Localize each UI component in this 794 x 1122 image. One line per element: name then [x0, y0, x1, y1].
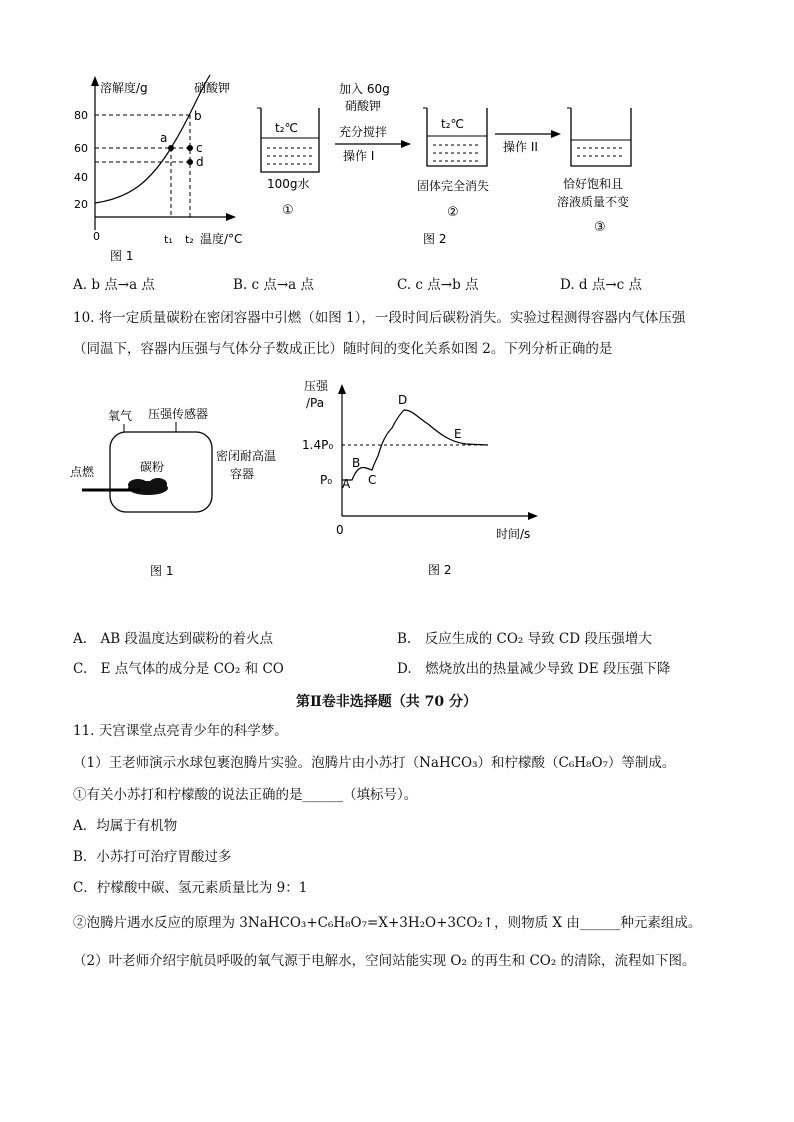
- ignite-label: 点燃: [70, 465, 95, 479]
- point-b-label: b: [194, 109, 202, 123]
- x-axis-arrow: [226, 213, 236, 221]
- beaker-1-label: 100g水: [267, 177, 310, 191]
- section-title: 第Ⅱ卷非选择题（共 70 分）: [296, 694, 478, 710]
- q10-option-a: A. AB 段温度达到碳粉的着火点: [73, 631, 274, 647]
- arrow-2-label: 操作 II: [503, 140, 538, 154]
- beaker-1-number: ①: [282, 203, 294, 218]
- curve-label: 硝酸钾: [194, 81, 231, 95]
- beaker-2-number: ②: [447, 205, 459, 220]
- p-origin: 0: [336, 523, 344, 537]
- q10-stem-line2: （同温下，容器内压强与气体分子数成正比）随时间的变化关系如图 2。下列分析正确的是: [73, 341, 613, 357]
- p-y-label-2: /Pa: [306, 396, 325, 410]
- y-tick-40: 40: [74, 171, 88, 184]
- beaker-process-diagram: [255, 76, 675, 246]
- solubility-chart: [60, 70, 260, 270]
- q11-option-a: A．均属于有机物: [73, 818, 178, 834]
- pressure-chart: [300, 376, 550, 586]
- point-E-label: E: [454, 427, 462, 441]
- point-a: [168, 145, 174, 151]
- sensor-label: 压强传感器: [148, 407, 209, 421]
- q11-line2: （1）王老师演示水球包裹泡腾片实验。泡腾片由小苏打（NaHCO₃）和柠檬酸（C₆H₈O₇）等制成。: [73, 755, 676, 771]
- q11-line1: 11. 天宫课堂点亮青少年的科学梦。: [73, 723, 288, 739]
- point-d-label: d: [196, 155, 204, 169]
- q10-option-d: D. 燃烧放出的热量减少导致 DE 段压强下降: [397, 661, 671, 677]
- y-tick-60: 60: [74, 142, 88, 155]
- q10-stem-line1: 10. 将一定质量碳粉在密闭容器中引燃（如图 1），一段时间后碳粉消失。实验过程测得容器内气体压强: [73, 310, 686, 326]
- q11-line3: ①有关小苏打和柠檬酸的说法正确的是______（填标号）。: [73, 787, 418, 803]
- t1-label: t₁: [164, 233, 173, 246]
- beaker-1-temp: t₂℃: [275, 121, 298, 135]
- beaker-3-line1: 恰好饱和且: [563, 177, 624, 191]
- q11-line7: ②泡腾片遇水反应的原理为 3NaHCO₃+C₆H₈O₇=X+3H₂O+3CO₂↑，则物质 X 由______种元素组成。: [73, 915, 702, 931]
- y-tick-20: 20: [74, 198, 88, 211]
- q10-option-b: B. 反应生成的 CO₂ 导致 CD 段压强增大: [397, 631, 652, 647]
- point-C-label: C: [368, 473, 377, 487]
- container-label-line1: 密闭耐高温: [216, 449, 277, 463]
- q9-option-b: B. c 点→a 点: [233, 277, 315, 293]
- y-tick-80: 80: [74, 109, 88, 122]
- point-A-label: A: [342, 477, 351, 491]
- carbon-label: 碳粉: [140, 460, 165, 474]
- p-y-label-1: 压强: [304, 379, 329, 393]
- p-level-p0: P₀: [320, 473, 333, 487]
- q10-fig2-caption: 图 2: [428, 563, 452, 577]
- y-axis-label: 溶解度/g: [100, 81, 148, 95]
- q10-fig1-caption: 图 1: [150, 564, 174, 578]
- fig2-caption: 图 2: [423, 232, 447, 246]
- container-label-line2: 容器: [230, 467, 255, 481]
- p-level-1-4: 1.4P₀: [302, 438, 334, 452]
- arrow-1-line2: 硝酸钾: [345, 99, 382, 113]
- arrow-1-line4: 操作 I: [343, 149, 375, 163]
- beaker-2-label: 固体完全消失: [417, 179, 490, 193]
- y-axis-arrow: [91, 76, 99, 86]
- x-axis-label: 温度/°C: [200, 232, 243, 246]
- beaker-3-line2: 溶液质量不变: [557, 195, 630, 209]
- point-c: [187, 145, 193, 151]
- oxygen-label: 氧气: [108, 409, 133, 423]
- beaker-1: [257, 108, 319, 172]
- q9-option-d: D. d 点→c 点: [560, 277, 643, 293]
- beaker-2-temp: t₂℃: [441, 117, 464, 131]
- container-diagram: [70, 400, 300, 585]
- q10-option-c: C. E 点气体的成分是 CO₂ 和 CO: [73, 661, 284, 677]
- point-a-label: a: [160, 131, 168, 145]
- t2-label: t₂: [185, 233, 194, 246]
- point-B-label: B: [352, 456, 361, 470]
- q9-option-c: C. c 点→b 点: [397, 277, 479, 293]
- q11-line8: （2）叶老师介绍宇航员呼吸的氧气源于电解水，空间站能实现 O₂ 的再生和 CO₂ 的清除，流程如下图。: [73, 953, 696, 969]
- q11-option-c: C．柠檬酸中碳、氢元素质量比为 9：1: [73, 880, 308, 896]
- arrow-2-head: [551, 130, 561, 138]
- origin-label: 0: [93, 230, 100, 243]
- point-d: [187, 159, 193, 165]
- p-x-label: 时间/s: [496, 527, 531, 541]
- arrow-1-line1: 加入 60g: [339, 82, 390, 96]
- beaker-3: [567, 108, 631, 166]
- point-c-label: c: [196, 141, 203, 155]
- arrow-1-head: [401, 140, 411, 148]
- point-D-label: D: [398, 393, 408, 407]
- q11-option-b: B．小苏打可治疗胃酸过多: [73, 849, 232, 865]
- arrow-1-line3: 充分搅拌: [339, 125, 388, 139]
- fig1-caption: 图 1: [110, 249, 134, 263]
- beaker-3-number: ③: [594, 220, 606, 235]
- q9-option-a: A. b 点→a 点: [73, 277, 155, 293]
